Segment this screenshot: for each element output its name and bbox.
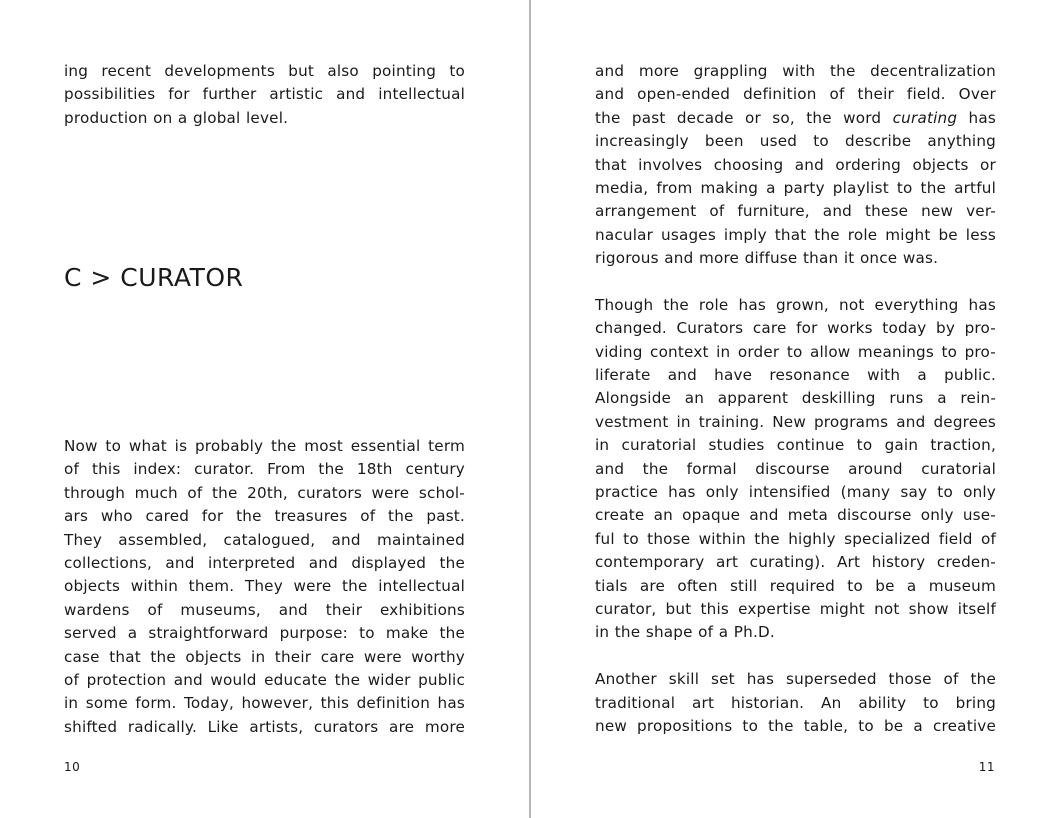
text-line: and open-ended definition of their field. Over xyxy=(595,85,996,104)
page-number: 11 xyxy=(978,760,995,774)
text-line: viding context in order to allow meanings to pro- xyxy=(595,342,996,361)
text-line: traditional art historian. An ability to bring xyxy=(595,693,996,712)
text-line: served a straightforward purpose: to make the xyxy=(64,624,465,643)
text-line: of protection and would educate the wider public xyxy=(64,670,465,689)
paragraph-break xyxy=(595,271,996,294)
text-line: changed. Curators care for works today by pro- xyxy=(595,319,996,338)
page-number: 10 xyxy=(64,760,81,774)
text-line: ars who cared for the treasures of the past. xyxy=(64,507,465,526)
text-line: production on a global level. xyxy=(64,108,289,127)
text-line: They assembled, catalogued, and maintained xyxy=(64,530,465,549)
right-column xyxy=(595,60,996,738)
text-line: arrangement of furniture, and these new ver- xyxy=(595,202,996,221)
text-line: rigorous and more diffuse than it once was. xyxy=(595,249,939,268)
text-line: Though the role has grown, not everything has xyxy=(595,295,996,314)
text-line: that involves choosing and ordering objects or xyxy=(595,155,996,174)
text-line: practice has only intensified (many say to only xyxy=(595,483,996,502)
text-line: through much of the 20th, curators were schol- xyxy=(64,483,465,502)
text-line: in curatorial studies continue to gain traction, xyxy=(595,436,996,455)
italic-term: curating xyxy=(892,108,958,127)
text-line: objects within them. They were the intellectual xyxy=(64,577,465,596)
text-line: curator, but this expertise might not show itself xyxy=(595,599,996,618)
text-line: case that the objects in their care were worthy xyxy=(64,647,465,666)
paragraph-break xyxy=(595,645,996,668)
text-line: possibilities for further artistic and intellectual xyxy=(64,85,465,104)
text-line: liferate and have resonance with a public. xyxy=(595,366,996,385)
right-page xyxy=(531,0,1059,818)
text-line: media, from making a party playlist to the artful xyxy=(595,178,996,197)
text-segment: has xyxy=(957,108,996,127)
text-line: shifted radically. Like artists, curators are more xyxy=(64,717,465,736)
text-line: of this index: curator. From the 18th century xyxy=(64,460,465,479)
text-line: and the formal discourse around curatorial xyxy=(595,459,996,478)
text-segment: the past decade or so, the word xyxy=(595,108,893,127)
text-line: wardens of museums, and their exhibitions xyxy=(64,600,465,619)
text-line: ing recent developments but also pointing to xyxy=(64,62,465,80)
left-page xyxy=(0,0,529,818)
curator-paragraph xyxy=(64,435,465,739)
text-line: ful to those within the highly specialized field of xyxy=(595,529,996,548)
section-heading: C > CURATOR xyxy=(64,263,244,292)
text-line: increasingly been used to describe anything xyxy=(595,132,996,151)
text-line: in the shape of a Ph.D. xyxy=(595,623,775,642)
text-line: vestment in training. New programs and degrees xyxy=(595,412,996,431)
text-line: Another skill set has superseded those of the xyxy=(595,670,996,689)
text-line: collections, and interpreted and displayed the xyxy=(64,553,465,572)
text-line: nacular usages imply that the role might be less xyxy=(595,225,996,244)
text-line: tials are often still required to be a museum xyxy=(595,576,996,595)
text-line: in some form. Today, however, this definition has xyxy=(64,694,465,713)
text-line xyxy=(595,107,996,130)
text-line: new propositions to the table, to be a creative xyxy=(595,716,996,735)
text-line: create an opaque and meta discourse only use- xyxy=(595,506,996,525)
text-line: contemporary art curating). Art history creden- xyxy=(595,553,996,572)
text-line: Alongside an apparent deskilling runs a rein- xyxy=(595,389,996,408)
text-line: Now to what is probably the most essential term xyxy=(64,437,465,455)
intro-paragraph xyxy=(64,60,465,130)
text-line: and more grappling with the decentralization xyxy=(595,62,996,80)
